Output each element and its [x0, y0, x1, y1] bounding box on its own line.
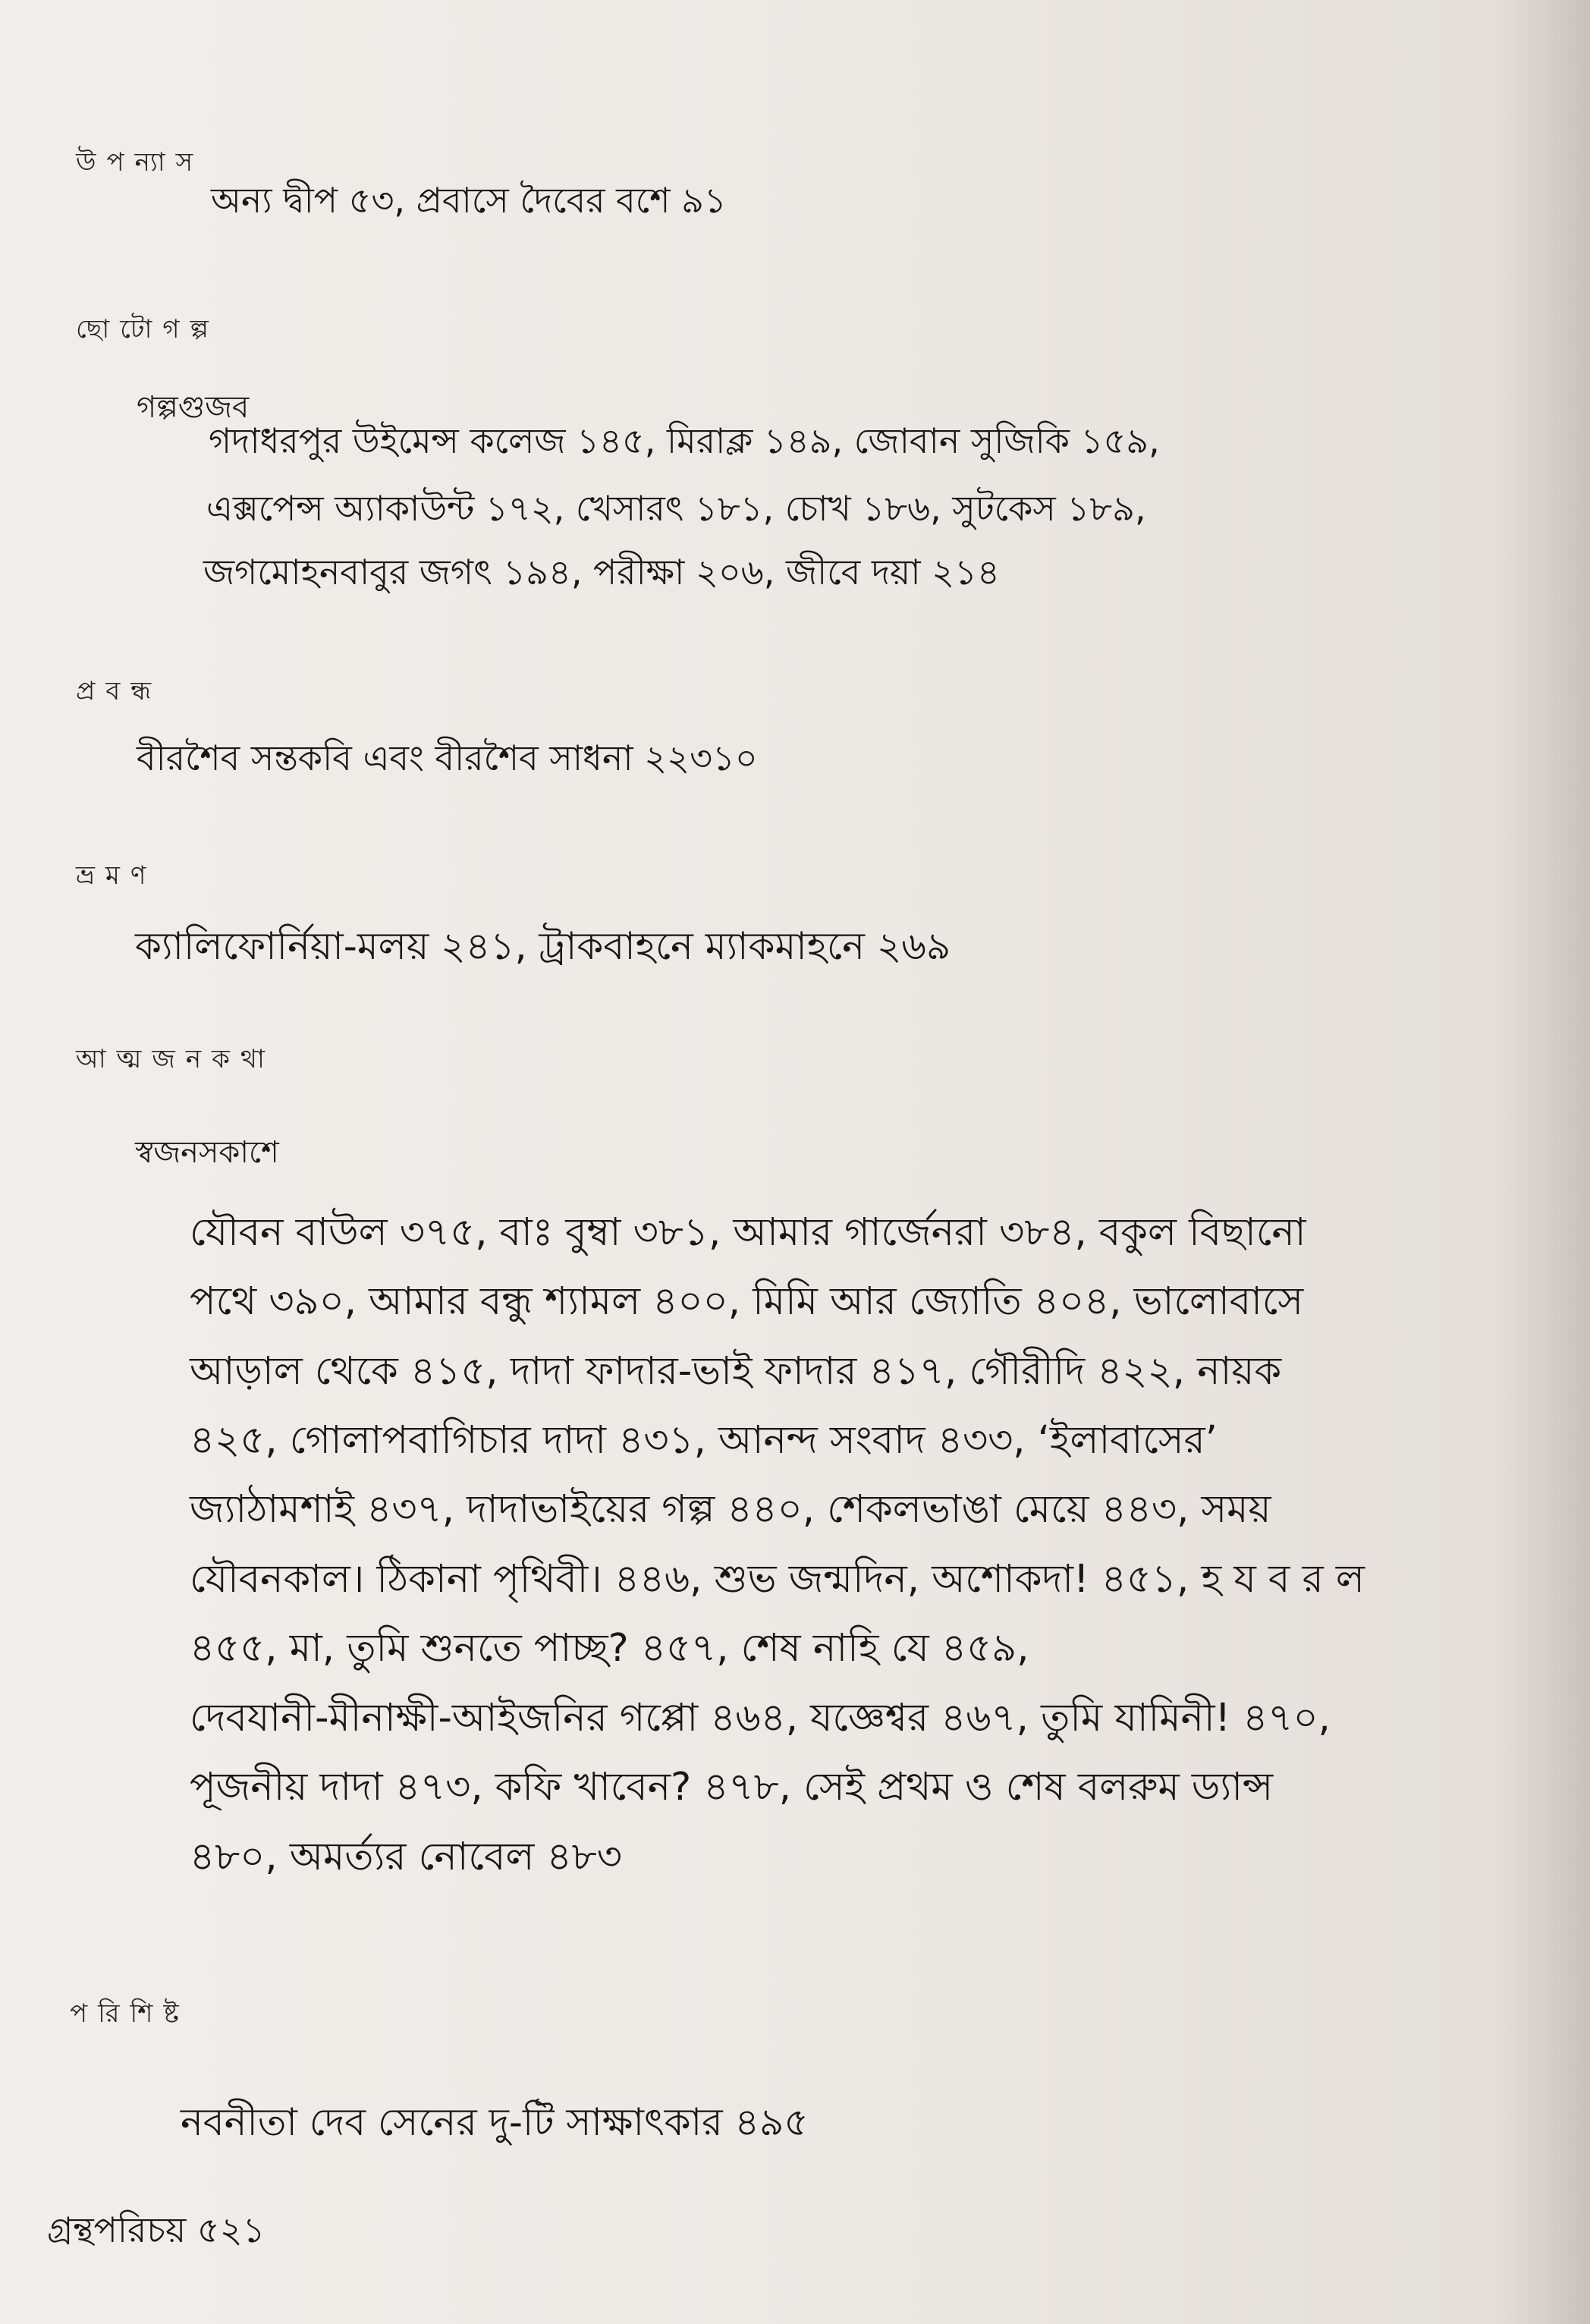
- memoir-line: আড়াল থেকে ৪১৫, দাদা ফাদার-ভাই ফাদার ৪১৭, গৌরীদি ৪২২, নায়ক: [190, 1349, 1282, 1394]
- section-heading-novel: উপন্যাস: [76, 147, 204, 178]
- memoir-line: দেবযানী-মীনাক্ষী-আইজনির গপ্পো ৪৬৪, যজ্ঞেশ্বর ৪৬৭, তুমি যামিনী! ৪৭০,: [190, 1696, 1331, 1741]
- short-stories-line: এক্সপেন্স অ্যাকাউন্ট ১৭২, খেসারৎ ১৮১, চোখ ১৮৬, সুটকেস ১৮৯,: [206, 488, 1146, 529]
- memoir-line: ৪৮০, অমর্ত্যর নোবেল ৪৮৩: [190, 1835, 622, 1879]
- bibliography-entry: গ্রন্থপরিচয় ৫২১: [47, 2209, 266, 2250]
- memoir-line: যৌবনকাল। ঠিকানা পৃথিবী। ৪৪৬, শুভ জন্মদিন, অশোকদা! ৪৫১, হ য ব র ল: [190, 1557, 1365, 1602]
- appendix-line: নবনীতা দেব সেনের দু-টি সাক্ষাৎকার ৪৯৫: [181, 2100, 809, 2144]
- short-stories-line: জগমোহনবাবুর জগৎ ১৯৪, পরীক্ষা ২০৬, জীবে দয়া ২১৪: [203, 552, 1000, 593]
- section-heading-short-stories: ছোটোগল্প: [76, 314, 219, 344]
- travel-line: ক্যালিফোর্নিয়া-মলয় ২৪১, ট্রাকবাহনে ম্যাকমাহনে ২৬৯: [135, 924, 951, 968]
- memoir-line: যৌবন বাউল ৩৭৫, বাঃ বুম্বা ৩৮১, আমার গার্জেনরা ৩৮৪, বকুল বিছানো: [190, 1210, 1306, 1255]
- memoir-line: ৪৫৫, মা, তুমি শুনতে পাচ্ছ? ৪৫৭, শেষ নাহি যে ৪৫৯,: [190, 1626, 1029, 1671]
- memoir-line: পথে ৩৯০, আমার বন্ধু শ্যামল ৪০০, মিমি আর জ্যোতি ৪০৪, ভালোবাসে: [190, 1279, 1304, 1324]
- page-gutter-shadow: [1499, 0, 1590, 2324]
- essay-line: বীরশৈব সন্তকবি এবং বীরশৈব সাধনা ২২৩১০: [137, 737, 758, 778]
- novel-line: অন্য দ্বীপ ৫৩, প্রবাসে দৈবের বশে ৯১: [211, 180, 727, 221]
- short-stories-line: গদাধরপুর উইমেন্স কলেজ ১৪৫, মিরাক্ল ১৪৯, জোবান সুজিকি ১৫৯,: [209, 420, 1160, 461]
- memoir-line: ৪২৫, গোলাপবাগিচার দাদা ৪৩১, আনন্দ সংবাদ ৪৩৩, ‘ইলাবাসের’: [190, 1418, 1218, 1463]
- memoir-line: জ্যাঠামশাই ৪৩৭, দাদাভাইয়ের গল্প ৪৪০, শেকলভাঙা মেয়ে ৪৪৩, সময়: [190, 1487, 1271, 1532]
- subheading-swajonsokashe: স্বজনসকাশে: [135, 1135, 279, 1170]
- memoir-line: পূজনীয় দাদা ৪৭৩, কফি খাবেন? ৪৭৮, সেই প্রথম ও শেষ বলরুম ড্যান্স: [190, 1765, 1274, 1810]
- subheading-golpoguJob: গল্পগুজব: [137, 390, 250, 425]
- section-heading-memoir: আত্মজনকথা: [76, 1044, 275, 1074]
- section-heading-appendix: পরিশিষ্ট: [70, 1999, 190, 2029]
- section-heading-essay: প্রবন্ধ: [76, 676, 162, 706]
- section-heading-travel: ভ্রমণ: [76, 860, 157, 891]
